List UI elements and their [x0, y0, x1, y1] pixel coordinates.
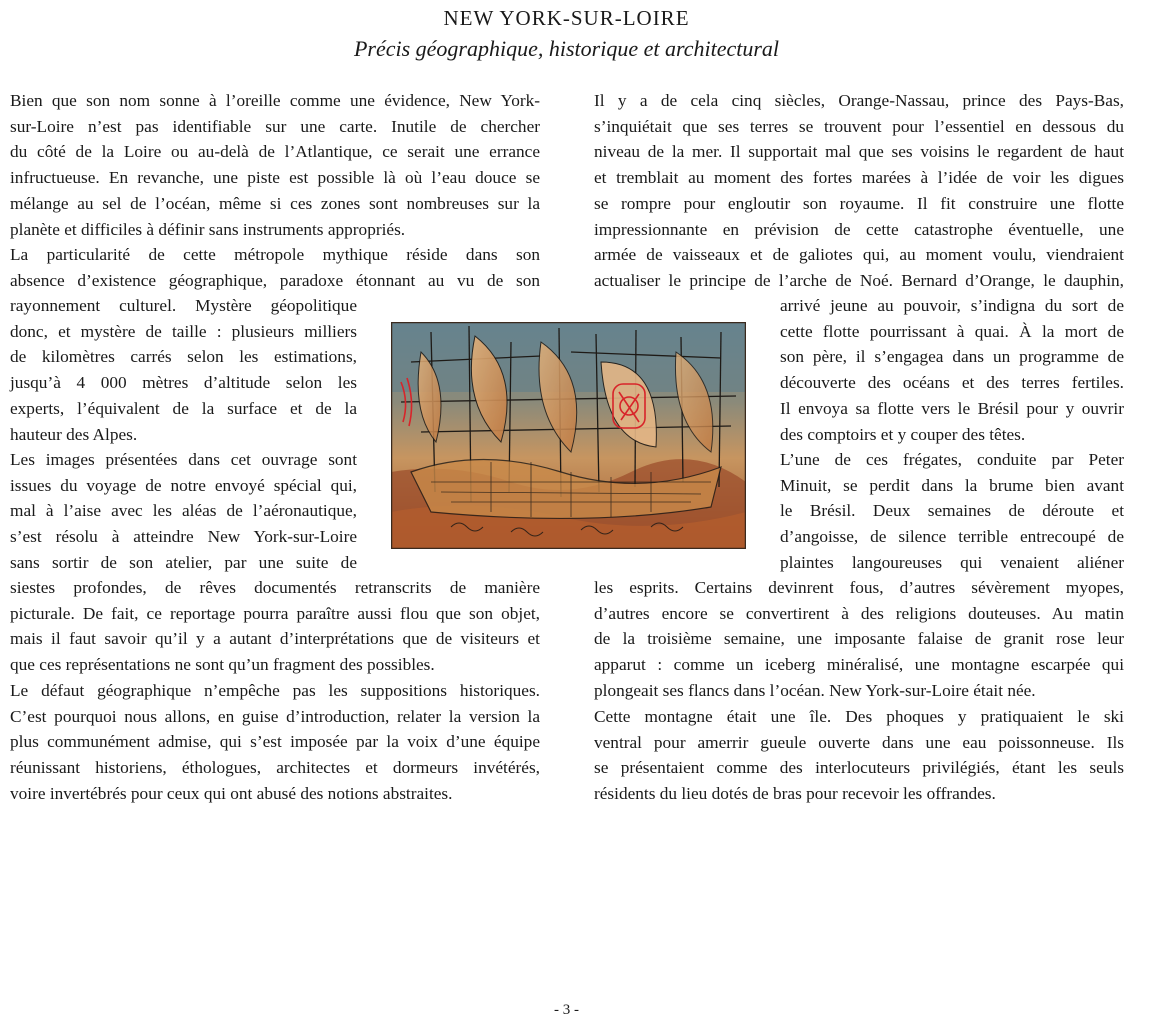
- text-line: plaintes langoureuses qui venaient aliéner: [780, 552, 1124, 572]
- text-line: mal à l’aise avec les aléas de l’aéronautique,: [10, 501, 357, 521]
- text-line: Il y a de cela cinq siècles, Orange-Nassau, prince des Pays-Bas,: [594, 91, 1124, 110]
- right-paragraph-1-full: [594, 88, 1124, 294]
- text-line: s’inquiétait que ses terres se trouvent pour l’essentiel en dessous du: [594, 116, 1124, 136]
- ships-painting-image: [391, 322, 746, 549]
- text-line: son père, il s’engagea dans un programme de: [780, 347, 1124, 367]
- text-line: résidents du lieu dotés de bras pour recevoir les offrandes.: [594, 784, 996, 804]
- page-title: NEW YORK-SUR-LOIRE: [443, 6, 690, 30]
- text-line: picturale. De fait, ce reportage pourra paraître aussi flou que son objet,: [10, 603, 540, 623]
- text-line: des comptoirs et y couper des têtes.: [780, 424, 1026, 444]
- text-line: réunissant historiens, éthologues, architectes et dormeurs invétérés,: [10, 758, 540, 778]
- text-line: jusqu’à 4 000 mètres d’altitude selon les: [10, 373, 357, 393]
- text-line: se rompre pour engloutir son royaume. Il fit construire une flotte: [594, 193, 1124, 213]
- text-line: mais il faut savoir qu’il y a autant d’interprétations que de visiteurs et: [10, 629, 540, 649]
- text-line: apparut : comme un iceberg minéralisé, une montagne escarpée qui: [594, 655, 1124, 675]
- text-line: et tremblait au moment des fortes marées à l’idée de voir les digues: [594, 168, 1124, 188]
- text-line: Cette montagne était une île. Des phoques y pratiquaient le ski: [594, 707, 1124, 726]
- text-line: armée de vaisseaux et de galiotes qui, au moment voulu, viendraient: [594, 245, 1124, 265]
- left-paragraph-3-wrap: [10, 447, 357, 576]
- text-line: d’angoisse, de silence terrible entrecoupé de: [780, 527, 1124, 547]
- text-line: voire invertébrés pour ceux qui ont abusé des notions abstraites.: [10, 783, 453, 803]
- left-paragraph-2-full: [10, 242, 540, 293]
- text-line: planète et difficiles à définir sans instruments appropriés.: [10, 219, 406, 239]
- text-line: actualiser le principe de l’arche de Noé. Bernard d’Orange, le dauphin,: [594, 270, 1124, 290]
- text-line: plus communément admise, qui s’est imposée par la voix d’une équipe: [10, 732, 540, 752]
- ships-illustration: [391, 322, 746, 549]
- text-line: L’une de ces frégates, conduite par Peter: [780, 450, 1124, 469]
- text-line: les esprits. Certains devinrent fous, d’autres sévèrement myopes,: [594, 578, 1124, 597]
- text-line: arrivé jeune au pouvoir, s’indigna du sort de: [780, 296, 1124, 315]
- text-line: le Brésil. Deux semaines de déroute et: [780, 501, 1124, 521]
- text-line: Bien que son nom sonne à l’oreille comme une évidence, New York-: [10, 91, 540, 110]
- left-paragraph-2-wrap: [10, 293, 357, 447]
- text-line: Minuit, se perdit dans la brume bien avant: [780, 475, 1124, 495]
- text-line: Il envoya sa flotte vers le Brésil pour y ouvrir: [780, 398, 1124, 418]
- page-subtitle: Précis géographique, historique et architectural: [353, 36, 780, 61]
- text-line: impressionnante en prévision de cette catastrophe éventuelle, une: [594, 219, 1124, 239]
- text-line: du côté de la Loire ou au-delà de l’Atlantique, ce serait une errance: [10, 142, 540, 162]
- right-paragraph-2-wrap: [780, 447, 1124, 576]
- text-line: cette flotte pourrissant à quai. À la mort de: [780, 321, 1124, 341]
- text-line: de kilomètres carrés selon les estimations,: [10, 347, 357, 367]
- text-line: hauteur des Alpes.: [10, 424, 138, 444]
- text-line: Le défaut géographique n’empêche pas les suppositions historiques.: [10, 681, 540, 700]
- text-line: se présentaient comme des interlocuteurs privilégiés, étant les seuls: [594, 758, 1124, 778]
- text-line: absence d’existence géographique, paradoxe étonnant au vu de son: [10, 270, 540, 290]
- left-paragraph-1: [10, 88, 540, 242]
- text-line: rayonnement culturel. Mystère géopolitique: [10, 296, 357, 315]
- text-line: sur-Loire n’est pas identifiable sur une carte. Inutile de chercher: [10, 116, 540, 136]
- text-line: La particularité de cette métropole mythique réside dans son: [10, 245, 540, 264]
- text-line: s’est résolu à atteindre New York-sur-Loire: [10, 527, 357, 547]
- text-line: Les images présentées dans cet ouvrage sont: [10, 450, 357, 469]
- text-line: que ces représentations ne sont qu’un fragment des possibles.: [10, 655, 435, 675]
- right-paragraph-2-full: [594, 575, 1124, 704]
- text-line: siestes profondes, de rêves documentés retranscrits de manière: [10, 578, 540, 597]
- text-line: experts, l’équivalent de la surface et de la: [10, 398, 357, 418]
- text-line: mélange au sel de l’océan, même si ces zones sont nombreuses sur la: [10, 193, 540, 213]
- text-line: issues du voyage de notre envoyé spécial qui,: [10, 475, 357, 495]
- text-line: donc, et mystère de taille : plusieurs milliers: [10, 321, 357, 341]
- text-line: de la troisième semaine, une imposante falaise de granit rose leur: [594, 629, 1124, 649]
- text-line: niveau de la mer. Il supportait mal que ses voisins le regardent de haut: [594, 142, 1124, 162]
- text-line: infructueuse. En revanche, une piste est possible là où l’eau douce se: [10, 168, 540, 188]
- text-line: sans sortir de son atelier, par une suite de: [10, 552, 357, 572]
- right-paragraph-3: [594, 704, 1124, 807]
- left-paragraph-3-full: [10, 575, 540, 678]
- text-line: C’est pourquoi nous allons, en guise d’introduction, relater la version la: [10, 706, 540, 726]
- text-line: d’autres encore se convertirent à des religions douteuses. Au matin: [594, 603, 1124, 623]
- text-line: découverte des océans et des terres fertiles.: [780, 373, 1124, 393]
- text-line: plongeait ses flancs dans l’océan. New York-sur-Loire était née.: [594, 680, 1036, 700]
- text-line: ventral pour amerrir gueule ouverte dans une eau poissonneuse. Ils: [594, 732, 1124, 752]
- page-number: - 3 -: [554, 1002, 579, 1018]
- left-paragraph-4: [10, 678, 540, 807]
- right-paragraph-1-wrap: [780, 293, 1124, 447]
